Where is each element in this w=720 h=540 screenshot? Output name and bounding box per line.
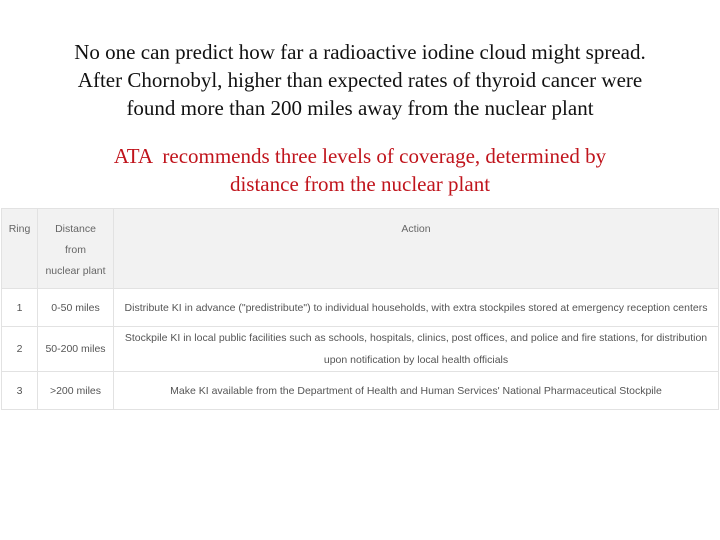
intro-line-2: After Chornobyl, higher than expected rates of thyroid cancer were xyxy=(77,68,643,92)
recommendation-line-1: ATA recommends three levels of coverage, determined by xyxy=(113,144,607,168)
cell-distance: >200 miles xyxy=(38,372,114,410)
header-ring: Ring xyxy=(2,209,38,289)
cell-ring: 1 xyxy=(2,289,38,327)
cell-ring: 3 xyxy=(2,372,38,410)
table-row xyxy=(2,289,719,327)
cell-action: Make KI available from the Department of Health and Human Services' National Pharmaceutical Stockpile xyxy=(114,372,719,410)
header-action: Action xyxy=(114,209,719,289)
cell-distance: 0-50 miles xyxy=(38,289,114,327)
table-row xyxy=(2,327,719,372)
header-distance: Distance from nuclear plant xyxy=(38,209,114,289)
cell-action: Distribute KI in advance ("predistribute") to individual households, with extra stockpiles stored at emergency reception centers xyxy=(114,289,719,327)
coverage-table xyxy=(1,208,719,410)
intro-text xyxy=(20,38,700,122)
cell-action: Stockpile KI in local public facilities such as schools, hospitals, clinics, post offices, and police and fire stations, for distribution upon notification by local health officials xyxy=(114,327,719,372)
recommendation-text xyxy=(40,142,680,198)
cell-distance: 50-200 miles xyxy=(38,327,114,372)
cell-ring: 2 xyxy=(2,327,38,372)
recommendation-line-2: distance from the nuclear plant xyxy=(229,172,491,196)
intro-line-3: found more than 200 miles away from the nuclear plant xyxy=(126,96,594,120)
intro-line-1: No one can predict how far a radioactive iodine cloud might spread. xyxy=(74,40,646,64)
table-header-row xyxy=(2,209,719,289)
table-row xyxy=(2,372,719,410)
